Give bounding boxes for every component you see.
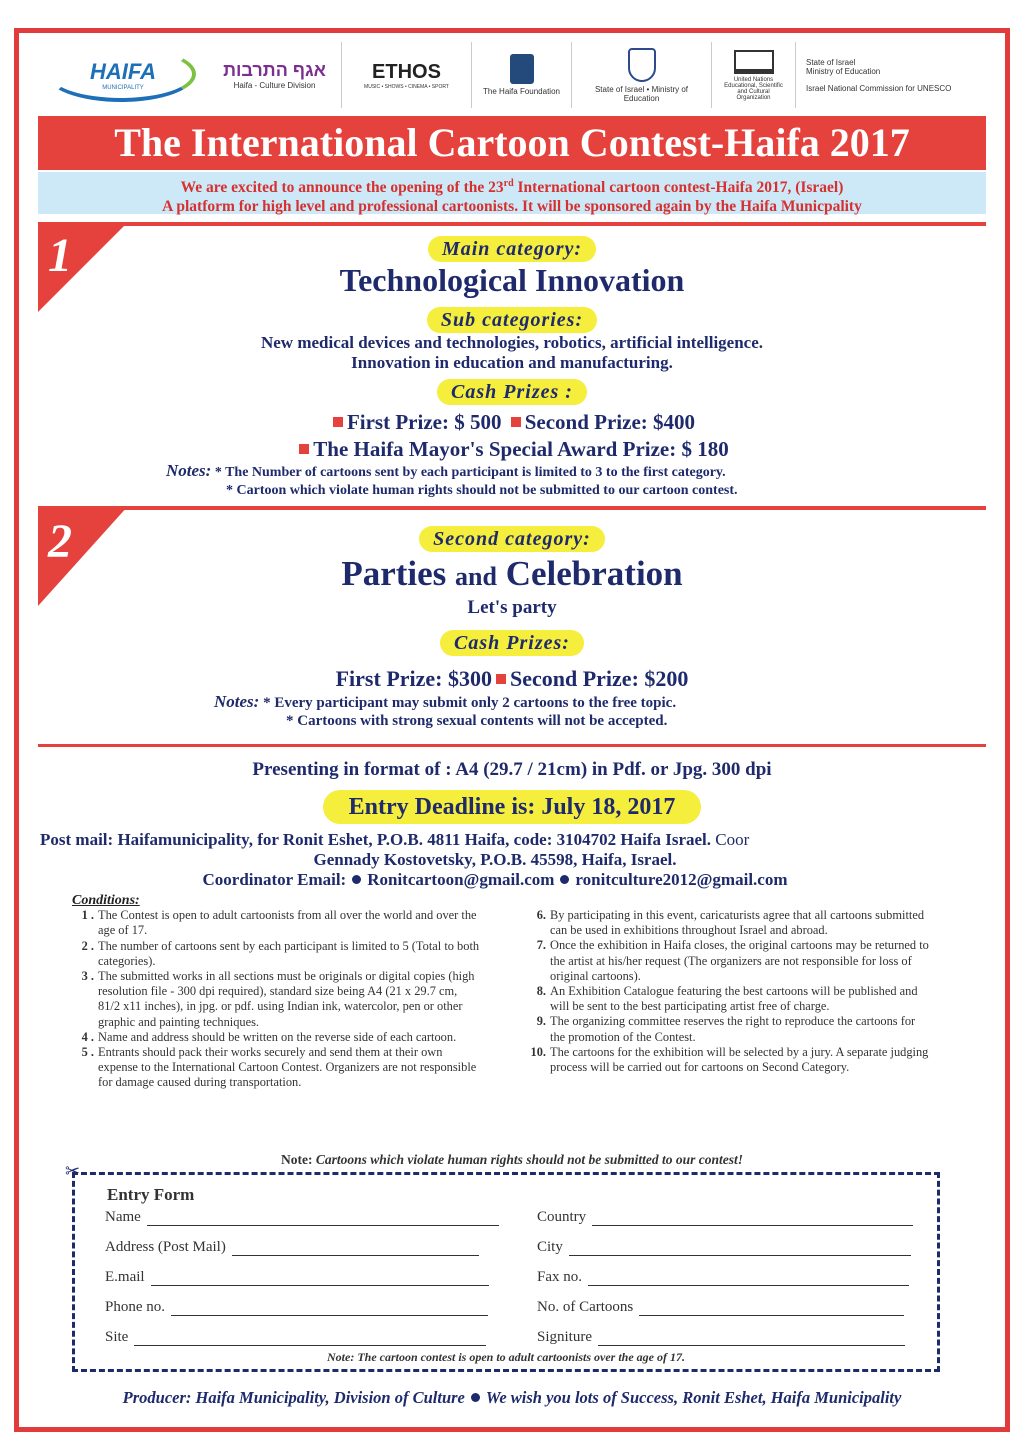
condition-number: 6. [536,908,546,922]
format-text: Presenting in format of : A4 (29.7 / 21cm) in Pdf. or Jpg. 300 dpi [252,759,772,780]
category2-number: 2 [48,515,72,568]
category2-prizes-row [0,666,1024,692]
form-field-e-mail[interactable] [105,1269,489,1286]
education-caption: State of Israel • Ministry of Education [594,84,689,103]
form-field-label: City [537,1239,563,1255]
deadline-wrap [0,790,1024,824]
intro-line2: A platform for high level and professional cartoonists. It will be sponsored again by the Haifa Municpality [162,198,862,216]
category1-notes-label: Notes: [166,461,212,480]
bullet-square-icon [511,417,521,427]
condition-text: By participating in this event, caricaturists agree that all cartoons submitted can be used in exhibitions throughout Israel and abroad. [550,908,925,938]
form-field-address-post-mail[interactable] [105,1239,479,1256]
category2-note1: * Every participant may submit only 2 cartoons to the free topic. [263,695,677,711]
conditions-left [72,893,482,1091]
category1-sub-label: Sub categories: [427,307,597,333]
form-field-signiture[interactable] [537,1329,905,1346]
condition-text: The Contest is open to adult cartoonists from all over the world and over the age of 17. [98,908,477,938]
form-field-line[interactable] [134,1332,486,1346]
category2-notes [214,693,676,730]
category1-divider [38,222,986,226]
email-2[interactable]: ronitculture2012@gmail.com [575,870,788,889]
entry-deadline: Entry Deadline is: July 18, 2017 [323,790,702,824]
swoosh-icon [46,46,196,102]
haifa-logo-sub: MUNICIPALITY [102,85,144,91]
category1-prizes-row [0,410,1024,435]
post-line1: Post mail: Haifamunicipality, for Ronit Eshet, P.O.B. 4811 Haifa, code: 3104702 Haifa Israel. Coor [40,830,750,849]
bullet-dot-icon [471,1393,480,1402]
unesco-temple-icon [734,50,774,74]
category2-subtitle: Let's party [467,597,557,618]
category2-second-prize: Second Prize: $200 [509,666,689,691]
email-label: Coordinator Email: [202,870,347,889]
post-mail-block [40,830,990,890]
ethos-logo [342,42,472,108]
condition-number: 10. [530,1044,546,1059]
condition-text: The organizing committee reserves the right to reproduce the cartoons for the promotion of the Contest. [550,1014,916,1044]
category1-prize-label: Cash Prizes : [437,379,587,405]
email-1[interactable]: Ronitcartoon@gmail.com [367,870,555,889]
conditions-right [520,908,932,1075]
form-field-phone-no[interactable] [105,1299,488,1316]
haifa-logo [38,42,208,108]
ethos-caption: MUSIC • SHOWS • CINEMA • SPORT [364,83,449,90]
condition-item [72,969,482,1030]
conditions-right-list [520,908,932,1075]
category1-note1: * The Number of cartoons sent by each participant is limited to 3 to the first category. [214,465,726,480]
form-field-label: Phone no. [105,1299,165,1315]
form-field-line[interactable] [232,1242,479,1256]
condition-item [72,1030,482,1045]
bullet-square-icon [299,444,309,454]
format-divider [38,744,986,747]
category2-prize-label: Cash Prizes: [440,630,584,656]
form-field-line[interactable] [171,1302,488,1316]
category2-title: Parties and Celebration [341,554,683,593]
condition-number: 3 . [81,969,94,984]
condition-text: An Exhibition Catalogue featuring the best cartoons will be published and will be sent to the best participating artist free of charge. [550,984,918,1014]
form-field-country[interactable] [537,1209,913,1226]
conditions-note: Note: Cartoons which violate human rights should not be submitted to our contest! [280,1152,744,1167]
producer-footer [0,1388,1024,1408]
category1-label: Main category: [428,236,596,262]
category1-number: 1 [48,229,72,282]
condition-item [520,1045,932,1075]
form-field-name[interactable] [105,1209,499,1226]
condition-item [520,938,932,984]
condition-text: The cartoons for the exhibition will be selected by a jury. A separate judging process will be carried out for cartoons on Second Category. [550,1044,929,1075]
israel-line3: Israel National Commission for UNESCO [806,83,952,93]
post-email-row [40,870,990,890]
category1-first-prize: First Prize: $ 500 [346,410,502,434]
intro-line1: We are excited to announce the opening of the 23rd International cartoon contest-Haifa 2017, (Israel) [180,178,844,197]
entry-form-note: Note: The cartoon contest is open to adult cartoonists over the age of 17. [327,1350,685,1364]
bullet-square-icon [496,674,506,684]
sponsor-logos [38,40,986,110]
form-field-city[interactable] [537,1239,911,1256]
post-label: Post mail [40,830,108,849]
category1-second-prize: Second Prize: $400 [524,410,696,434]
form-field-fax-no[interactable] [537,1269,909,1286]
form-field-line[interactable] [598,1332,905,1346]
form-field-label: Site [105,1329,129,1345]
intro-banner [38,172,986,214]
page-title: The International Cartoon Contest-Haifa 2017 [38,116,986,170]
conditions-title: Conditions: [72,893,140,908]
condition-number: 9. [536,1014,546,1029]
form-field-label: Country [537,1209,587,1225]
haifa-logo-text: HAIFA [90,59,156,84]
form-field-label: Signiture [537,1329,592,1345]
entry-form [65,1161,940,1372]
form-field-label: Name [105,1209,141,1225]
condition-item [520,1014,932,1044]
producer-text: Producer: Haifa Municipality, Division of Culture [122,1388,465,1407]
unesco-caption: United Nations Educational, Scientific and Cultural Organization [724,76,783,101]
form-field-line[interactable] [639,1302,904,1316]
form-field-no-of-cartoons[interactable] [537,1299,904,1316]
form-field-line[interactable] [592,1212,913,1226]
condition-number: 2 . [81,938,94,953]
category2-notes-label: Notes: [214,692,260,711]
category1-title: Technological Innovation [339,262,685,298]
condition-number: 1 . [81,908,94,923]
form-field-label: Fax no. [537,1269,582,1285]
condition-text: Once the exhibition in Haifa closes, the original cartoons may be returned to the artist at his/her request (The organizers are not responsible for loss of original cartoons). [550,938,929,983]
form-field-line[interactable] [588,1272,909,1286]
category1-note2: * Cartoon which violate human rights should not be submitted to our cartoon contest. [226,483,738,498]
bullet-dot-icon [352,875,361,884]
condition-item [72,908,482,938]
category1-sub-label-wrap [0,307,1024,333]
category1-mayor-prize: The Haifa Mayor's Special Award Prize: $ 180 [313,437,729,461]
bullet-square-icon [333,417,343,427]
bullet-dot-icon [560,875,569,884]
culture-hebrew-text: אגף התרבות [223,60,326,80]
condition-item [520,908,932,938]
category2-divider [38,506,986,510]
israel-unesco-commission-logo [796,42,976,108]
category2-note2: * Cartoons with strong sexual contents will not be accepted. [286,713,668,729]
condition-item [520,984,932,1014]
category1-notes [166,462,738,500]
ethos-logo-text: ETHOS [372,60,441,83]
conditions-left-list [72,908,482,1090]
category1-prize-label-wrap [0,379,1024,405]
category1-sub-line1: New medical devices and technologies, robotics, artificial intelligence. [260,333,764,352]
condition-number: 5 . [81,1045,94,1060]
unesco-logo [712,42,796,108]
israel-line2: Ministry of Education [806,66,881,76]
category1-label-wrap [0,236,1024,262]
form-field-site[interactable] [105,1329,486,1346]
condition-text: The submitted works in all sections must be originals or digital copies (high resolution file - 300 dpi required), standard size being A4 (21 x 29.7 cm, 81/2 x11 inches), in jpg. or pdf. using Indian ink, watercolor, pen or other graphic and painting techniques. [98,969,475,1029]
condition-text: Name and address should be written on the reverse side of each cartoon. [98,1029,457,1044]
condition-item [72,1045,482,1091]
form-field-label: No. of Cartoons [537,1299,634,1315]
form-field-line[interactable] [569,1242,911,1256]
form-field-line[interactable] [147,1212,499,1226]
condition-number: 8. [536,984,546,999]
producer-wishes: We wish you lots of Success, Ronit Eshet, Haifa Municipality [485,1388,902,1407]
category1-sub-line2: Innovation in education and manufacturing. [351,353,673,372]
category2-first-prize: First Prize: $300 [335,666,492,691]
condition-text: The number of cartoons sent by each participant is limited to 5 (Total to both categories). [98,938,480,968]
category2-label: Second category: [419,526,605,552]
culture-division-logo [208,42,342,108]
entry-form-title: Entry Form [107,1185,195,1204]
form-field-label: Address (Post Mail) [105,1239,226,1255]
form-field-line[interactable] [151,1272,489,1286]
menorah-emblem-icon [628,48,656,82]
category1-mayor-prize-row [0,437,1024,462]
category2-prize-label-wrap [0,630,1024,656]
culture-caption: Haifa - Culture Division [233,81,316,90]
condition-number: 7. [536,938,546,953]
scissors-icon: ✂ [65,1161,81,1181]
foundation-emblem-icon [510,54,534,84]
condition-text: Entrants should pack their works securely and send them at their own expense to the International Cartoon Contest. Organizers are not responsible for damage caused during transportation. [98,1045,477,1090]
category2-label-wrap [0,526,1024,552]
post-line2: Gennady Kostovetsky, P.O.B. 45598, Haifa, Israel. [313,850,677,869]
ministry-education-logo [572,42,712,108]
foundation-caption: The Haifa Foundation [483,87,560,96]
form-field-label: E.mail [105,1269,145,1285]
condition-number: 4 . [81,1029,94,1044]
israel-line1: State of Israel [806,57,856,67]
condition-item [72,939,482,969]
haifa-foundation-logo [472,42,572,108]
